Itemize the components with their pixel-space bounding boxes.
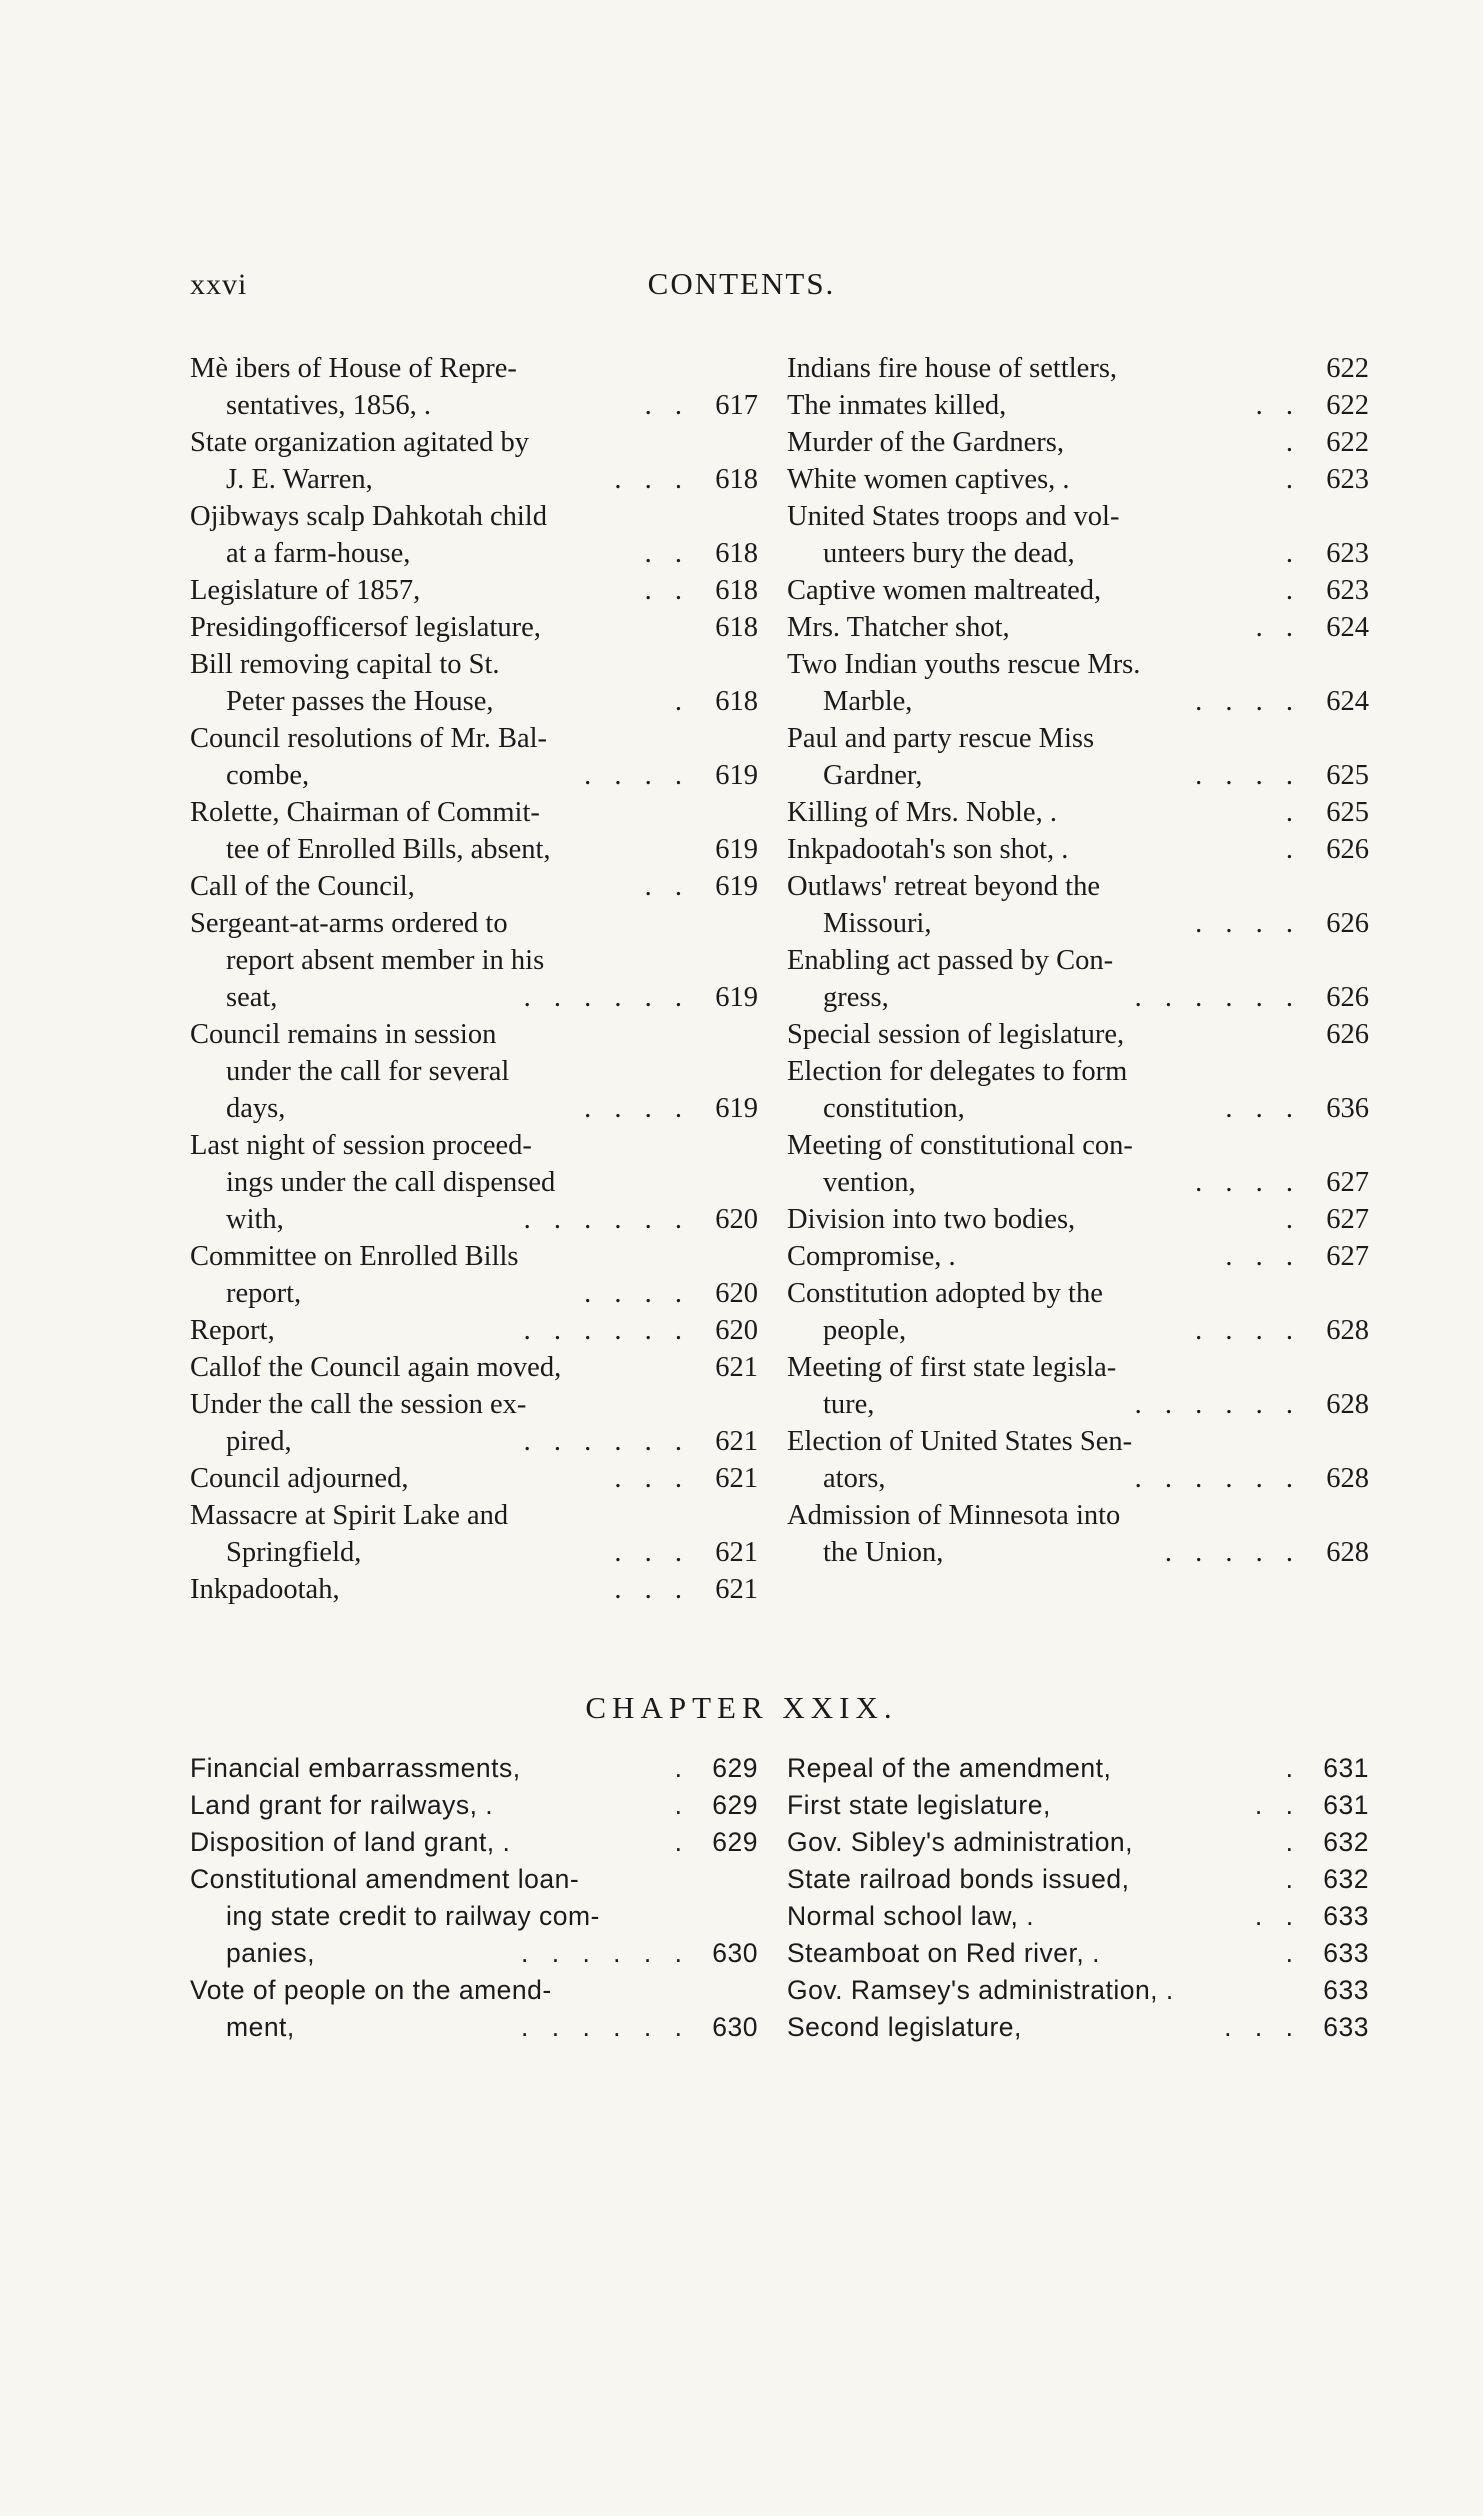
- entry-text: days,: [226, 1093, 286, 1124]
- dot-leader: . . . . . .: [1134, 1463, 1301, 1494]
- contents-entry-line: [787, 1497, 1369, 1534]
- dot-leader: . . .: [614, 1574, 690, 1605]
- page-reference: 625: [1326, 760, 1369, 791]
- dot-leader: . . . .: [1195, 1315, 1301, 1346]
- contents-entry-line: [787, 683, 1369, 720]
- entry-text: Massacre at Spirit Lake and: [190, 1500, 509, 1531]
- contents-entry-line: [787, 1861, 1369, 1898]
- dot-leader: . . .: [614, 1463, 690, 1494]
- contents-entry-line: [190, 1935, 758, 1972]
- entry-text: Indians fire house of settlers,: [787, 353, 1118, 384]
- entry-text: Gov. Sibley's administration,: [787, 1827, 1134, 1857]
- contents-entry-line: [787, 757, 1369, 794]
- entry-text: United States troops and vol-: [787, 501, 1120, 532]
- contents-entry-line: [190, 1423, 758, 1460]
- entry-text: Murder of the Gardners,: [787, 427, 1064, 458]
- contents-entry-line: [190, 424, 758, 461]
- contents-entry-line: [190, 350, 758, 387]
- entry-text: seat,: [226, 982, 278, 1013]
- page-reference: 622: [1326, 427, 1369, 458]
- entry-text: Two Indian youths rescue Mrs.: [787, 649, 1141, 680]
- entry-text: tee of Enrolled Bills, absent,: [226, 834, 551, 865]
- entry-text: Constitutional amendment loan-: [190, 1864, 580, 1894]
- entry-text: pired,: [226, 1426, 292, 1457]
- dot-leader: . . . . . .: [523, 982, 690, 1013]
- contents-entry-line: [787, 1824, 1369, 1861]
- dot-leader: . . . .: [584, 1278, 690, 1309]
- contents-entry-line: [190, 1787, 758, 1824]
- contents-entry-line: [787, 1016, 1369, 1053]
- dot-leader: .: [1285, 1204, 1301, 1235]
- dot-leader: . . . . . .: [521, 2012, 690, 2042]
- entry-text: Enabling act passed by Con-: [787, 945, 1114, 976]
- dot-leader: . . .: [1225, 1093, 1301, 1124]
- dot-leader: . .: [644, 390, 690, 421]
- dot-leader: . . . .: [1195, 1167, 1301, 1198]
- page-reference: 629: [712, 1827, 758, 1857]
- entry-text: Land grant for railways, .: [190, 1790, 494, 1820]
- entry-text: report absent member in his: [226, 945, 545, 976]
- contents-entry-line: [190, 1386, 758, 1423]
- entry-text: Peter passes the House,: [226, 686, 494, 717]
- contents-entry-line: [787, 535, 1369, 572]
- page-reference: 633: [1323, 1901, 1369, 1931]
- dot-leader: .: [674, 1827, 690, 1857]
- contents-entry-line: [190, 1016, 758, 1053]
- entry-text: panies,: [226, 1938, 315, 1968]
- contents-entry-line: [787, 720, 1369, 757]
- entry-text: Last night of session proceed-: [190, 1130, 532, 1161]
- dot-leader: . . .: [614, 1537, 690, 1568]
- contents-entry-line: [190, 387, 758, 424]
- contents-entry-line: [190, 905, 758, 942]
- contents-entry-line: [787, 1534, 1369, 1571]
- entry-text: Division into two bodies,: [787, 1204, 1076, 1235]
- page-reference: 624: [1326, 612, 1369, 643]
- page-reference: 627: [1326, 1241, 1369, 1272]
- page-reference: 626: [1326, 908, 1369, 939]
- entry-text: Special session of legislature,: [787, 1019, 1125, 1050]
- contents-entry-line: [190, 1053, 758, 1090]
- dot-leader: .: [1285, 575, 1301, 606]
- contents-entry-line: [190, 683, 758, 720]
- page-reference: 632: [1323, 1827, 1369, 1857]
- entry-text: the Union,: [823, 1537, 944, 1568]
- entry-text: under the call for several: [226, 1056, 510, 1087]
- entry-text: Constitution adopted by the: [787, 1278, 1103, 1309]
- contents-entry-line: [190, 1571, 758, 1608]
- contents-entry-line: [787, 905, 1369, 942]
- entry-text: Paul and party rescue Miss: [787, 723, 1095, 754]
- contents-entry-line: [787, 1750, 1369, 1787]
- entry-text: Council resolutions of Mr. Bal-: [190, 723, 548, 754]
- contents-entry-line: [787, 1090, 1369, 1127]
- contents-entry-line: [190, 535, 758, 572]
- contents-entry-line: [190, 572, 758, 609]
- entry-text: ings under the call dispensed: [226, 1167, 556, 1198]
- page-reference: 627: [1326, 1167, 1369, 1198]
- dot-leader: . . . . . .: [1134, 1389, 1301, 1420]
- entry-text: ators,: [823, 1463, 886, 1494]
- entry-text: Financial embarrassments,: [190, 1753, 521, 1783]
- running-title: CONTENTS.: [647, 266, 836, 301]
- contents-entry-line: [787, 1898, 1369, 1935]
- entry-text: State railroad bonds issued,: [787, 1864, 1130, 1894]
- contents-entry-line: [190, 1460, 758, 1497]
- page-reference: 619: [715, 834, 758, 865]
- entry-text: First state legislature,: [787, 1790, 1051, 1820]
- contents-entry-line: [190, 720, 758, 757]
- page-reference: 636: [1326, 1093, 1369, 1124]
- dot-leader: . . .: [1225, 1241, 1301, 1272]
- contents-entry-line: [787, 424, 1369, 461]
- entry-text: Inkpadootah,: [190, 1574, 340, 1605]
- dot-leader: . . . . . .: [523, 1426, 690, 1457]
- dot-leader: .: [674, 1790, 690, 1820]
- dot-leader: . . . .: [584, 1093, 690, 1124]
- entry-text: Gardner,: [823, 760, 923, 791]
- contents-column-right: [787, 350, 1369, 1571]
- entry-text: Meeting of first state legisla-: [787, 1352, 1117, 1383]
- page-reference: 628: [1326, 1389, 1369, 1420]
- page-reference: 626: [1326, 834, 1369, 865]
- entry-text: unteers bury the dead,: [823, 538, 1075, 569]
- page-number: xxvi: [190, 268, 248, 301]
- entry-text: Outlaws' retreat beyond the: [787, 871, 1100, 902]
- contents-entry-line: [787, 1972, 1369, 2009]
- contents-entry-line: [787, 1935, 1369, 1972]
- entry-text: Steamboat on Red river, .: [787, 1938, 1100, 1968]
- entry-text: Rolette, Chairman of Commit-: [190, 797, 540, 828]
- contents-column-left: [190, 350, 758, 1608]
- contents-entry-line: [787, 1312, 1369, 1349]
- chapter-heading: CHAPTER XXIX.: [585, 1690, 898, 1725]
- entry-text: ture,: [823, 1389, 875, 1420]
- entry-text: Ojibways scalp Dahkotah child: [190, 501, 547, 532]
- entry-text: sentatives, 1856, .: [226, 390, 432, 421]
- contents-entry-line: [787, 461, 1369, 498]
- page-reference: 630: [712, 2012, 758, 2042]
- entry-text: The inmates killed,: [787, 390, 1007, 421]
- entry-text: Meeting of constitutional con-: [787, 1130, 1133, 1161]
- dot-leader: .: [1285, 1827, 1301, 1857]
- contents-entry-line: [787, 1787, 1369, 1824]
- dot-leader: . . . .: [1195, 686, 1301, 717]
- dot-leader: .: [1285, 797, 1301, 828]
- contents-entry-line: [787, 979, 1369, 1016]
- entry-text: people,: [823, 1315, 907, 1346]
- contents-entry-line: [787, 831, 1369, 868]
- entry-text: White women captives, .: [787, 464, 1070, 495]
- entry-text: Killing of Mrs. Noble, .: [787, 797, 1057, 828]
- contents-entry-line: [787, 1201, 1369, 1238]
- entry-text: Second legislature,: [787, 2012, 1022, 2042]
- page-reference: 619: [715, 760, 758, 791]
- contents-entry-line: [190, 498, 758, 535]
- contents-entry-line: [190, 1127, 758, 1164]
- entry-text: Mè ibers of House of Repre-: [190, 353, 517, 384]
- dot-leader: . .: [644, 871, 690, 902]
- entry-text: State organization agitated by: [190, 427, 529, 458]
- contents-entry-line: [190, 1534, 758, 1571]
- contents-entry-line: [787, 387, 1369, 424]
- entry-text: Legislature of 1857,: [190, 575, 421, 606]
- contents-entry-line: [787, 350, 1369, 387]
- page-reference: 631: [1323, 1790, 1369, 1820]
- entry-text: gress,: [823, 982, 889, 1013]
- page-reference: 632: [1323, 1864, 1369, 1894]
- page-reference: 628: [1326, 1315, 1369, 1346]
- contents-entry-line: [787, 1349, 1369, 1386]
- page-reference: 623: [1326, 464, 1369, 495]
- dot-leader: . . . . . .: [523, 1315, 690, 1346]
- page-reference: 621: [715, 1537, 758, 1568]
- entry-text: Call of the Council,: [190, 871, 415, 902]
- contents-entry-line: [190, 794, 758, 831]
- page-reference: 633: [1323, 1938, 1369, 1968]
- entry-text: Report,: [190, 1315, 275, 1346]
- entry-text: Election for delegates to form: [787, 1056, 1128, 1087]
- entry-text: Missouri,: [823, 908, 932, 939]
- contents-entry-line: [787, 1127, 1369, 1164]
- dot-leader: .: [674, 1753, 690, 1783]
- contents-entry-line: [190, 1201, 758, 1238]
- contents-entry-line: [190, 1312, 758, 1349]
- entry-text: vention,: [823, 1167, 916, 1198]
- page-reference: 619: [715, 871, 758, 902]
- entry-text: Presidingofficersof legislature,: [190, 612, 541, 643]
- chapter-column-left: [190, 1750, 758, 2046]
- page-reference: 623: [1326, 538, 1369, 569]
- page-reference: 621: [715, 1352, 758, 1383]
- page-reference: 629: [712, 1753, 758, 1783]
- entry-text: Disposition of land grant, .: [190, 1827, 511, 1857]
- entry-text: ment,: [226, 2012, 295, 2042]
- page-reference: 620: [715, 1204, 758, 1235]
- contents-entry-line: [190, 1497, 758, 1534]
- page-reference: 628: [1326, 1537, 1369, 1568]
- contents-entry-line: [787, 646, 1369, 683]
- contents-entry-line: [787, 1053, 1369, 1090]
- page-reference: 623: [1326, 575, 1369, 606]
- dot-leader: .: [1285, 1753, 1301, 1783]
- page-reference: 629: [712, 1790, 758, 1820]
- dot-leader: . .: [1254, 1790, 1301, 1820]
- entry-text: Council adjourned,: [190, 1463, 409, 1494]
- chapter-column-right: [787, 1750, 1369, 2046]
- dot-leader: .: [1285, 538, 1301, 569]
- dot-leader: . .: [1254, 1901, 1301, 1931]
- contents-entry-line: [190, 1750, 758, 1787]
- page-reference: 630: [712, 1938, 758, 1968]
- page-reference: 626: [1326, 1019, 1369, 1050]
- contents-entry-line: [787, 868, 1369, 905]
- entry-text: Captive women maltreated,: [787, 575, 1102, 606]
- contents-entry-line: [787, 1460, 1369, 1497]
- contents-entry-line: [190, 1164, 758, 1201]
- contents-entry-line: [190, 831, 758, 868]
- entry-text: Council remains in session: [190, 1019, 497, 1050]
- dot-leader: . . . . . .: [521, 1938, 690, 1968]
- entry-text: Marble,: [823, 686, 913, 717]
- page-reference: 622: [1326, 353, 1369, 384]
- entry-text: Admission of Minnesota into: [787, 1500, 1121, 1531]
- contents-entry-line: [190, 1861, 758, 1898]
- contents-entry-line: [190, 1972, 758, 2009]
- contents-entry-line: [190, 1824, 758, 1861]
- dot-leader: . . .: [614, 464, 690, 495]
- page-reference: 633: [1323, 2012, 1369, 2042]
- dot-leader: .: [1285, 1938, 1301, 1968]
- entry-text: Inkpadootah's son shot, .: [787, 834, 1069, 865]
- contents-entry-line: [787, 572, 1369, 609]
- contents-entry-line: [787, 1275, 1369, 1312]
- entry-text: Committee on Enrolled Bills: [190, 1241, 519, 1272]
- entry-text: Under the call the session ex-: [190, 1389, 527, 1420]
- contents-entry-line: [787, 1238, 1369, 1275]
- contents-entry-line: [190, 868, 758, 905]
- contents-entry-line: [787, 794, 1369, 831]
- page-reference: 618: [715, 686, 758, 717]
- contents-entry-line: [190, 2009, 758, 2046]
- entry-text: ing state credit to railway com-: [226, 1901, 600, 1931]
- contents-entry-line: [787, 2009, 1369, 2046]
- contents-entry-line: [190, 609, 758, 646]
- contents-entry-line: [190, 1898, 758, 1935]
- page-reference: 619: [715, 982, 758, 1013]
- contents-entry-line: [190, 461, 758, 498]
- contents-entry-line: [787, 498, 1369, 535]
- entry-text: Springfield,: [226, 1537, 362, 1568]
- contents-entry-line: [190, 1349, 758, 1386]
- contents-entry-line: [787, 1386, 1369, 1423]
- page-reference: 621: [715, 1574, 758, 1605]
- entry-text: Bill removing capital to St.: [190, 649, 500, 680]
- page-reference: 618: [715, 575, 758, 606]
- page-reference: 619: [715, 1093, 758, 1124]
- contents-entry-line: [190, 1275, 758, 1312]
- dot-leader: . .: [1255, 612, 1301, 643]
- entry-text: Callof the Council again moved,: [190, 1352, 562, 1383]
- contents-entry-line: [190, 757, 758, 794]
- dot-leader: . . . . .: [1164, 1537, 1301, 1568]
- contents-entry-line: [787, 942, 1369, 979]
- page-reference: 621: [715, 1463, 758, 1494]
- page-reference: 617: [715, 390, 758, 421]
- entry-text: at a farm-house,: [226, 538, 411, 569]
- dot-leader: . . .: [1224, 2012, 1301, 2042]
- page-reference: 633: [1323, 1975, 1369, 2005]
- dot-leader: . . . .: [584, 760, 690, 791]
- page-reference: 618: [715, 464, 758, 495]
- dot-leader: .: [674, 686, 690, 717]
- entry-text: constitution,: [823, 1093, 965, 1124]
- contents-entry-line: [190, 646, 758, 683]
- entry-text: Gov. Ramsey's administration, .: [787, 1975, 1174, 2005]
- dot-leader: . . . . . .: [523, 1204, 690, 1235]
- entry-text: Repeal of the amendment,: [787, 1753, 1112, 1783]
- contents-entry-line: [190, 1238, 758, 1275]
- page-reference: 626: [1326, 982, 1369, 1013]
- entry-text: combe,: [226, 760, 310, 791]
- page-reference: 624: [1326, 686, 1369, 717]
- page-reference: 631: [1323, 1753, 1369, 1783]
- entry-text: Compromise, .: [787, 1241, 956, 1272]
- page-reference: 621: [715, 1426, 758, 1457]
- dot-leader: .: [1285, 427, 1301, 458]
- page-reference: 620: [715, 1315, 758, 1346]
- entry-text: J. E. Warren,: [226, 464, 373, 495]
- contents-entry-line: [787, 1164, 1369, 1201]
- contents-entry-line: [787, 1423, 1369, 1460]
- entry-text: Normal school law, .: [787, 1901, 1035, 1931]
- entry-text: report,: [226, 1278, 302, 1309]
- contents-entry-line: [190, 942, 758, 979]
- page-reference: 627: [1326, 1204, 1369, 1235]
- page-reference: 622: [1326, 390, 1369, 421]
- dot-leader: .: [1285, 834, 1301, 865]
- contents-entry-line: [190, 1090, 758, 1127]
- entry-text: Sergeant-at-arms ordered to: [190, 908, 508, 939]
- page-reference: 625: [1326, 797, 1369, 828]
- page-reference: 620: [715, 1278, 758, 1309]
- dot-leader: . .: [1255, 390, 1301, 421]
- dot-leader: . . . .: [1195, 760, 1301, 791]
- page-reference: 618: [715, 612, 758, 643]
- contents-entry-line: [190, 979, 758, 1016]
- entry-text: Election of United States Sen-: [787, 1426, 1133, 1457]
- dot-leader: .: [1285, 464, 1301, 495]
- dot-leader: . . . . . .: [1134, 982, 1301, 1013]
- entry-text: with,: [226, 1204, 284, 1235]
- page-reference: 628: [1326, 1463, 1369, 1494]
- entry-text: Mrs. Thatcher shot,: [787, 612, 1010, 643]
- dot-leader: .: [1285, 1864, 1301, 1894]
- dot-leader: . .: [644, 575, 690, 606]
- entry-text: Vote of people on the amend-: [190, 1975, 552, 2005]
- dot-leader: . . . .: [1195, 908, 1301, 939]
- dot-leader: . .: [644, 538, 690, 569]
- page-reference: 618: [715, 538, 758, 569]
- contents-entry-line: [787, 609, 1369, 646]
